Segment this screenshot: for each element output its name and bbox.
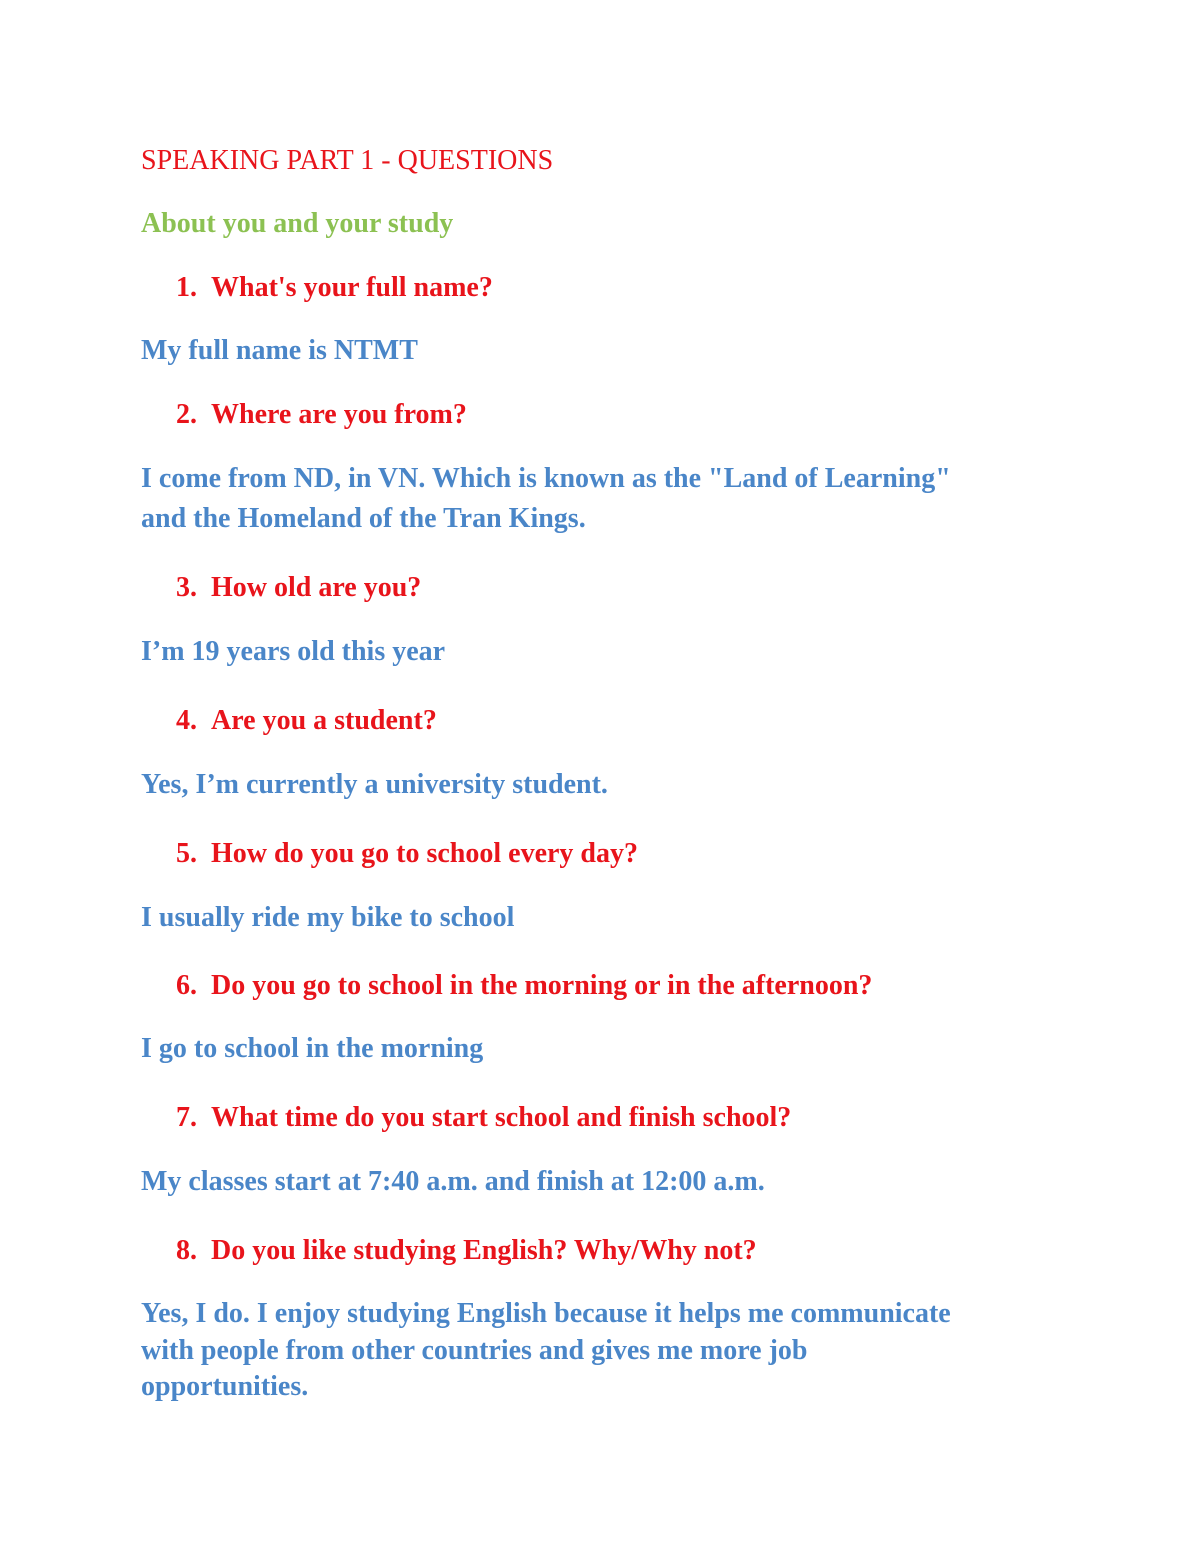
question-number: 5. [176, 838, 197, 869]
question-number: 3. [176, 572, 197, 603]
question-text: What time do you start school and finish school? [211, 1102, 792, 1133]
question-text: Where are you from? [211, 399, 467, 430]
question-text: How do you go to school every day? [211, 838, 638, 869]
question-text: How old are you? [211, 572, 422, 603]
section-heading: About you and your study [141, 208, 454, 239]
question-7 [176, 1100, 791, 1136]
answer-8-line-3: opportunities. [141, 1371, 309, 1402]
question-number: 8. [176, 1235, 197, 1266]
question-4 [176, 703, 437, 739]
answer-7: My classes start at 7:40 a.m. and finish at 12:00 a.m. [141, 1166, 765, 1197]
question-number: 6. [176, 970, 197, 1001]
question-number: 1. [176, 272, 197, 303]
answer-6: I go to school in the morning [141, 1033, 484, 1064]
question-5 [176, 836, 638, 872]
answer-3: I’m 19 years old this year [141, 636, 446, 667]
question-1 [176, 270, 493, 306]
document-title: SPEAKING PART 1 - QUESTIONS [141, 145, 554, 176]
answer-5: I usually ride my bike to school [141, 902, 515, 933]
answer-2-line-1: I come from ND, in VN. Which is known as the "Land of Learning" [141, 463, 951, 494]
question-text: What's your full name? [211, 272, 493, 303]
question-2 [176, 397, 467, 433]
answer-8-line-2: with people from other countries and gives me more job [141, 1335, 808, 1366]
question-text: Do you go to school in the morning or in the afternoon? [211, 970, 873, 1001]
question-text: Are you a student? [211, 705, 437, 736]
answer-1: My full name is NTMT [141, 335, 418, 366]
question-3 [176, 570, 421, 606]
question-number: 4. [176, 705, 197, 736]
answer-2-line-2: and the Homeland of the Tran Kings. [141, 503, 586, 534]
question-number: 7. [176, 1102, 197, 1133]
question-number: 2. [176, 399, 197, 430]
answer-4: Yes, I’m currently a university student. [141, 769, 608, 800]
question-8 [176, 1233, 757, 1269]
answer-8-line-1: Yes, I do. I enjoy studying English because it helps me communicate [141, 1298, 951, 1329]
question-text: Do you like studying English? Why/Why not? [211, 1235, 757, 1266]
question-6 [176, 968, 872, 1004]
